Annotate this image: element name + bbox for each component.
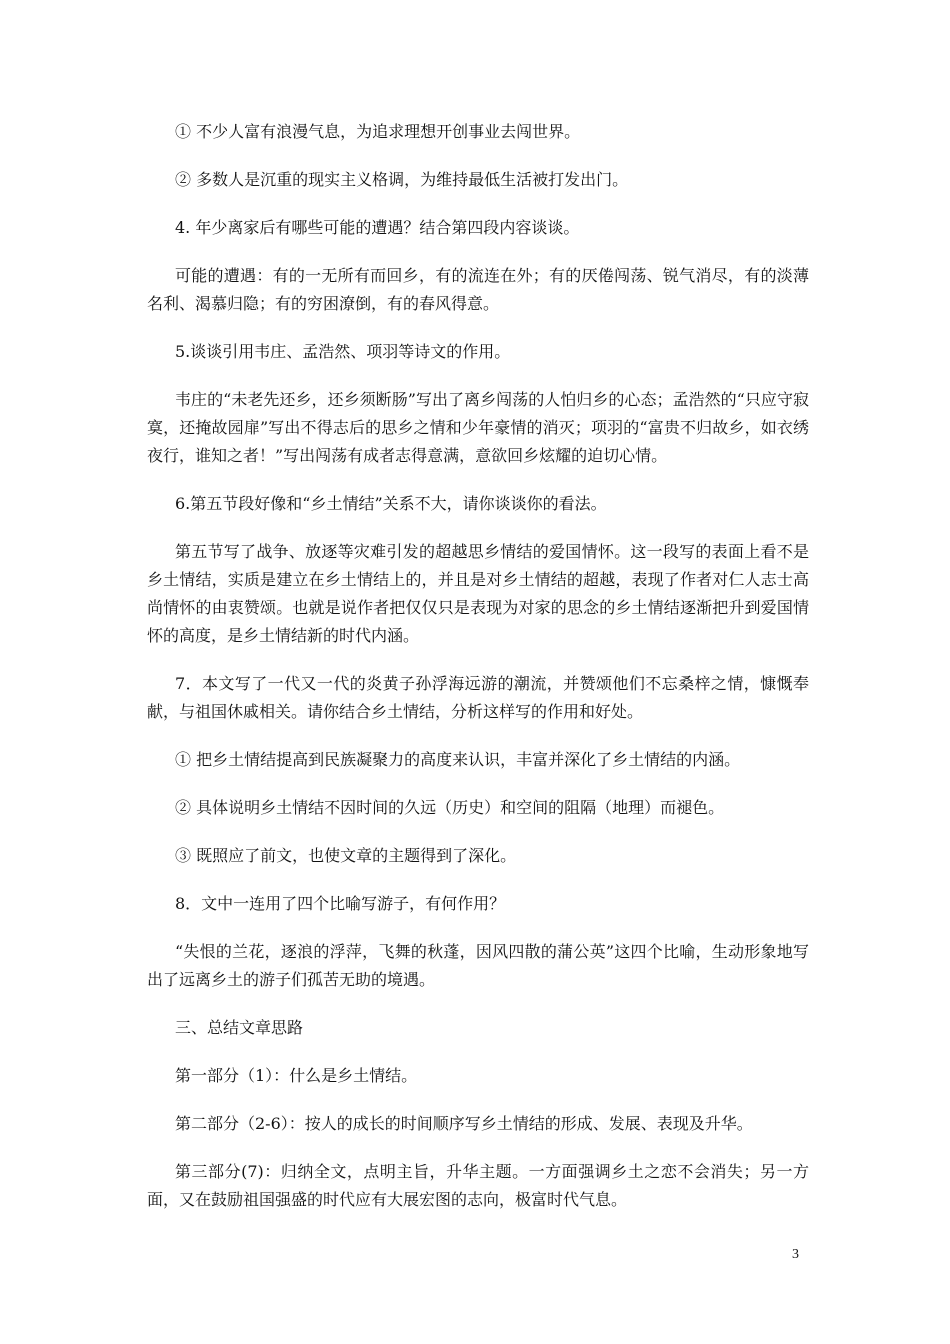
paragraph: 第三部分(7)：归纳全文，点明主旨，升华主题。一方面强调乡土之恋不会消失；另一方面，又在鼓励祖国强盛的时代应有大展宏图的志向，极富时代气息。 — [147, 1162, 809, 1209]
paragraph: 第二部分（2-6）：按人的成长的时间顺序写乡土情结的形成、发展、表现及升华。 — [175, 1114, 753, 1133]
question-heading: 6.第五节段好像和“乡土情结”关系不大，请你谈谈你的看法。 — [175, 494, 607, 513]
paragraph: 第五节写了战争、放逐等灾难引发的超越思乡情结的爱国情怀。这一段写的表面上看不是乡土情结，实质是建立在乡土情结上的，并且是对乡土情结的超越，表现了作者对仁人志士高尚情怀的由衷赞颂。也就是说作者把仅仅只是表现为对家的思念的乡土情结逐渐把升到爱国情怀的高度，是乡土情结新的时代内涵。 — [147, 542, 809, 645]
question-heading: 8．文中一连用了四个比喻写游子，有何作用？ — [175, 894, 506, 913]
document-body — [147, 118, 809, 1234]
question-heading: 4. 年少离家后有哪些可能的遭遇？结合第四段内容谈谈。 — [175, 218, 580, 237]
paragraph: ③ 既照应了前文，也使文章的主题得到了深化。 — [175, 846, 517, 865]
question-heading: 5.谈谈引用韦庄、孟浩然、项羽等诗文的作用。 — [175, 342, 511, 361]
paragraph: ② 具体说明乡土情结不因时间的久远（历史）和空间的阻隔（地理）而褪色。 — [175, 798, 725, 817]
section-heading: 三、总结文章思路 — [175, 1018, 304, 1037]
paragraph: ① 不少人富有浪漫气息，为追求理想开创事业去闯世界。 — [175, 122, 581, 141]
question-heading: 7．本文写了一代又一代的炎黄子孙浮海远游的潮流，并赞颂他们不忘桑梓之情，慷慨奉献，与祖国休戚相关。请你结合乡土情结，分析这样写的作用和好处。 — [147, 674, 809, 721]
paragraph: ② 多数人是沉重的现实主义格调，为维持最低生活被打发出门。 — [175, 170, 629, 189]
paragraph: ① 把乡土情结提高到民族凝聚力的高度来认识，丰富并深化了乡土情结的内涵。 — [175, 750, 741, 769]
paragraph: 第一部分（1）：什么是乡土情结。 — [175, 1066, 418, 1085]
page-number: 3 — [792, 1247, 799, 1262]
paragraph: “失恨的兰花，逐浪的浮萍，飞舞的秋蓬，因风四散的蒲公英”这四个比喻，生动形象地写出了远离乡土的游子们孤苦无助的境遇。 — [147, 942, 809, 989]
paragraph: 韦庄的“未老先还乡，还乡须断肠”写出了离乡闯荡的人怕归乡的心态；孟浩然的“只应守寂寞，还掩故园扉”写出不得志后的思乡之情和少年豪情的消灭；项羽的“富贵不归故乡，如衣绣夜行，谁知之者！”写出闯荡有成者志得意满，意欲回乡炫耀的迫切心情。 — [147, 390, 809, 465]
paragraph: 可能的遭遇：有的一无所有而回乡，有的流连在外；有的厌倦闯荡、锐气消尽，有的淡薄名利、渴慕归隐；有的穷困潦倒，有的春风得意。 — [147, 266, 809, 313]
